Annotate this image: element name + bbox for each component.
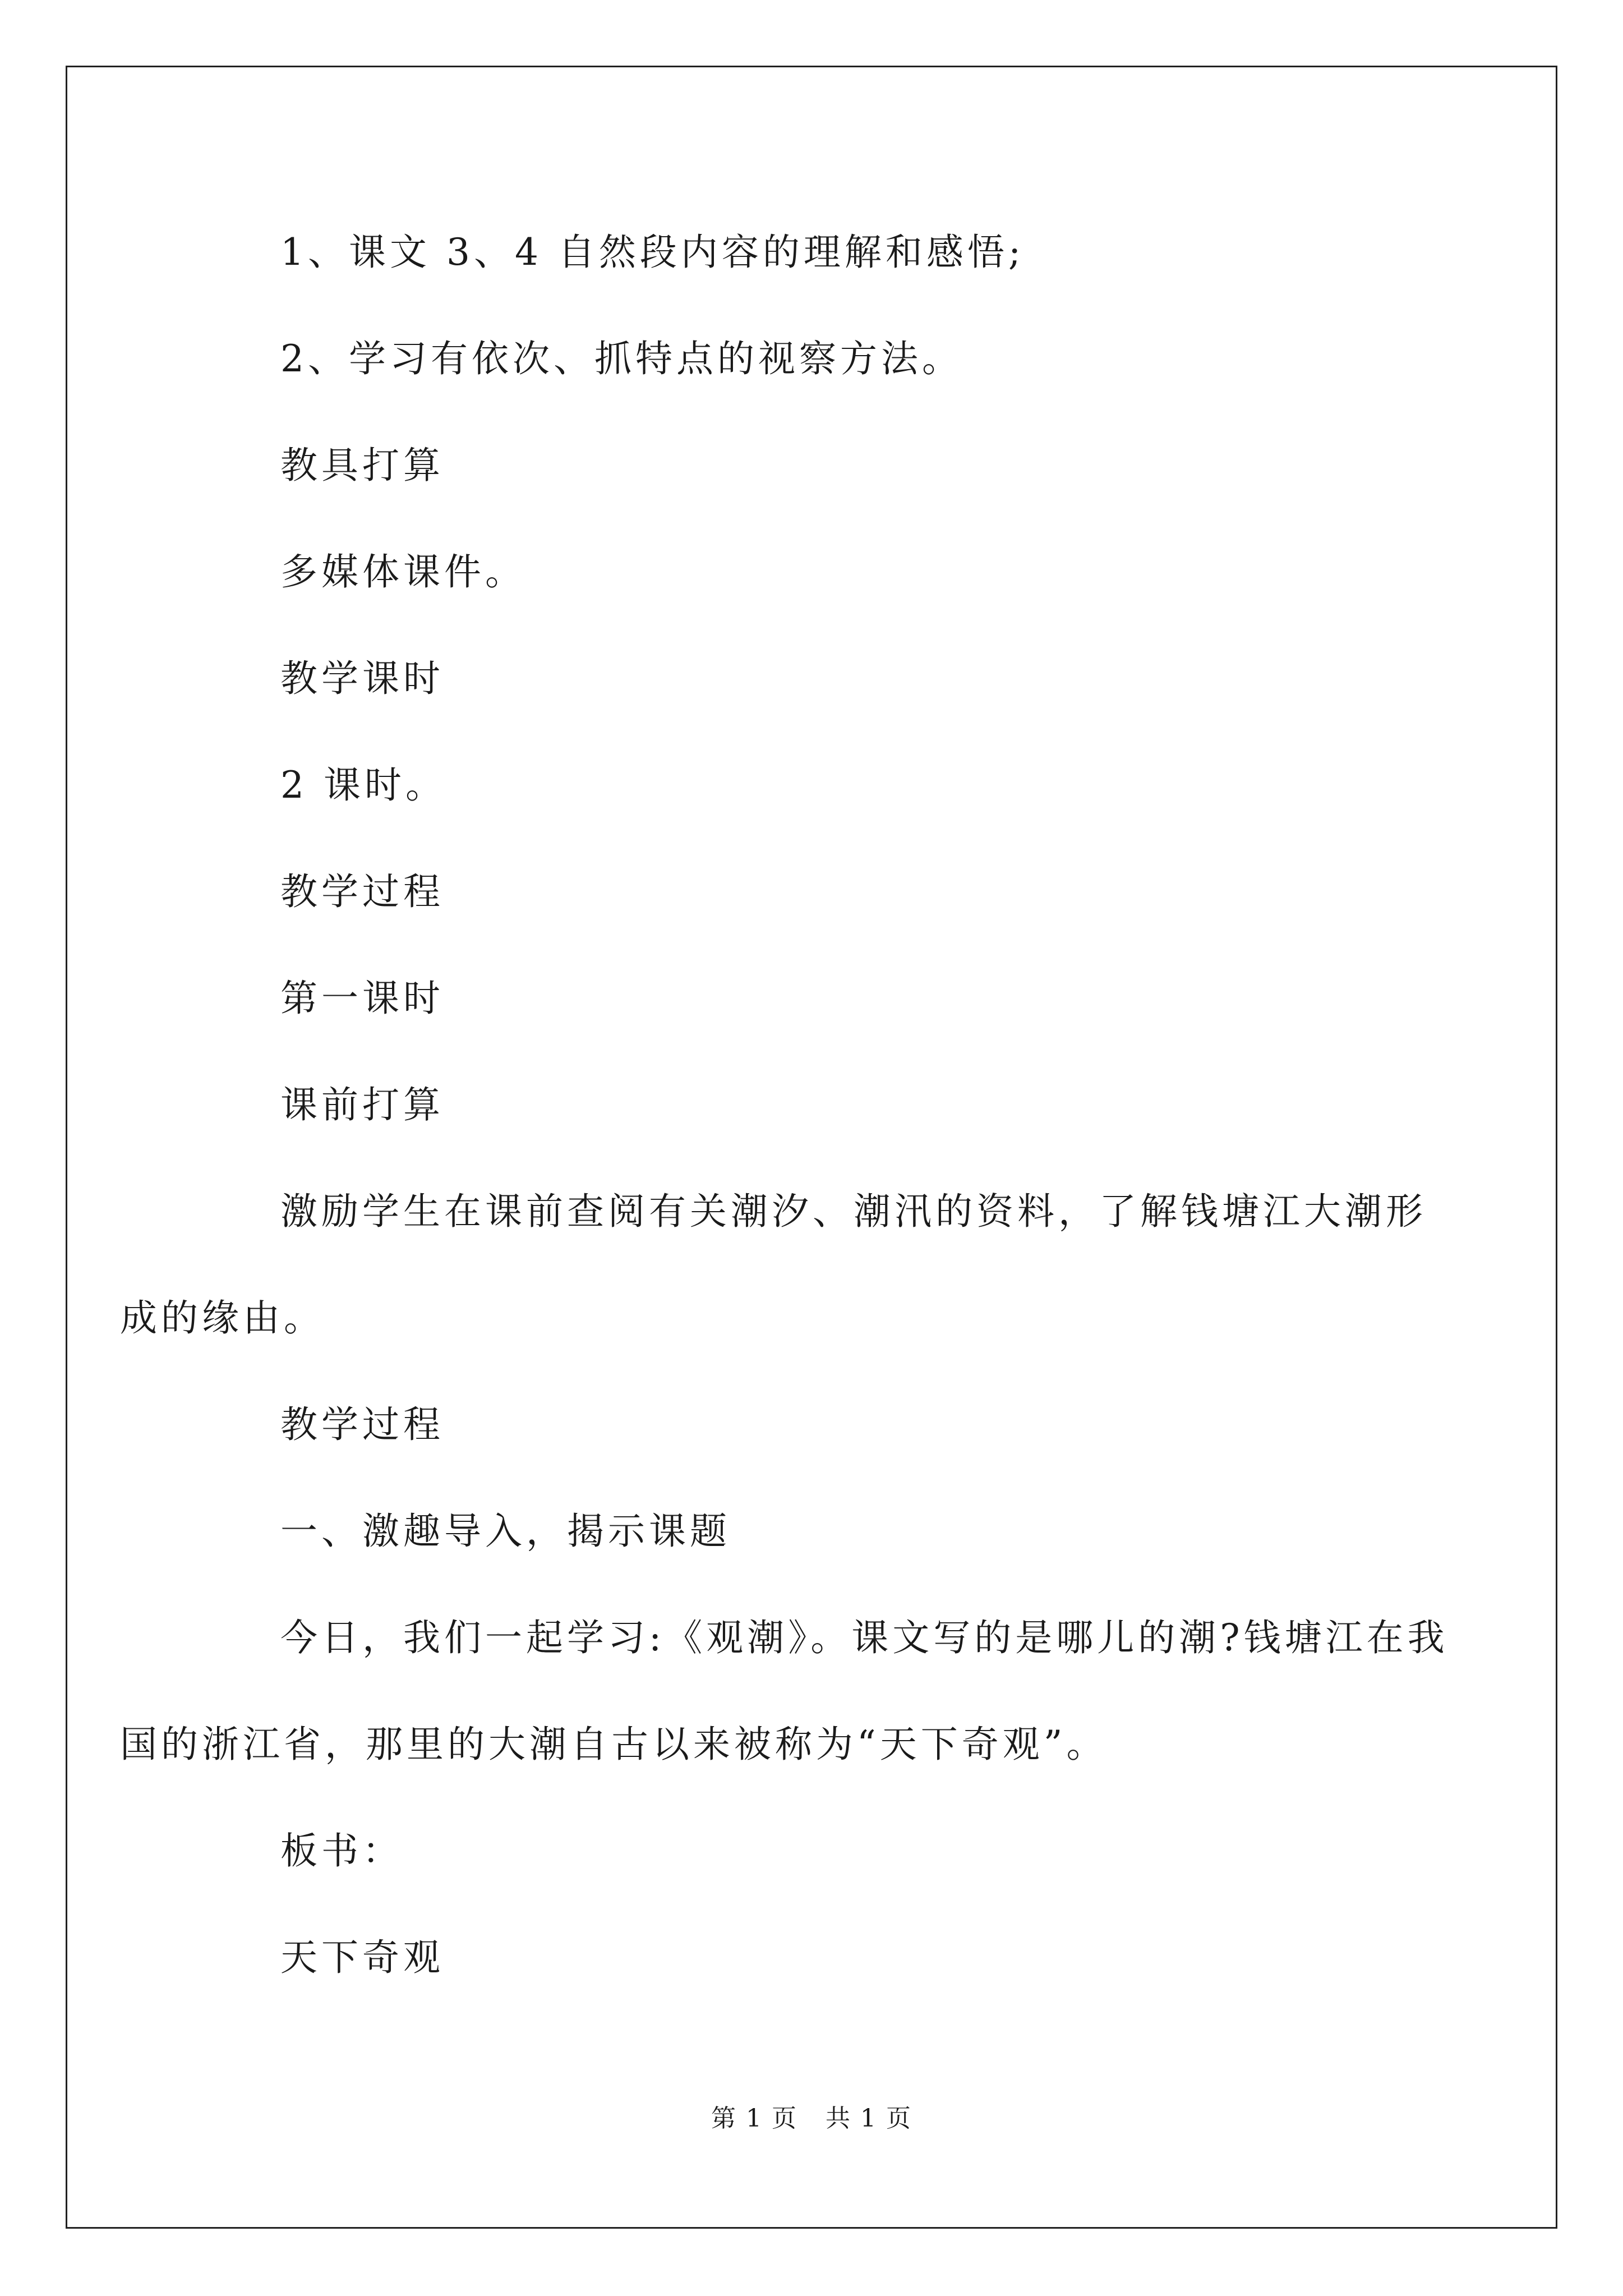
- text-line: 国的浙江省，那里的大潮自古以来被称为“天下奇观”。: [120, 1723, 1108, 1766]
- paragraph: [200, 732, 1434, 839]
- section-heading: [200, 412, 1434, 519]
- page-footer: [0, 2098, 1623, 2134]
- text-line: 教学课时: [280, 657, 444, 700]
- page-number: 第 1 页: [711, 2104, 797, 2133]
- text-line: 1、课文 3、4 自然段内容的理解和感悟;: [280, 231, 1025, 274]
- text-line: 天下奇观: [280, 1936, 444, 1979]
- text-line: 教学过程: [280, 1403, 444, 1446]
- section-heading: [200, 1372, 1434, 1478]
- text-line: 2 课时。: [280, 763, 446, 807]
- text-line: 2、学习有依次、抓特点的视察方法。: [280, 337, 963, 380]
- section-heading: [200, 839, 1434, 945]
- text-line: 第一课时: [280, 977, 444, 1020]
- page-total: 共 1 页: [826, 2104, 912, 2133]
- section-heading: [200, 945, 1434, 1052]
- section-heading: [200, 625, 1434, 732]
- paragraph: [120, 1158, 1434, 1372]
- text-line: 今日，我们一起学习:《观潮》。课文写的是哪儿的潮?钱塘江在我: [280, 1616, 1449, 1659]
- paragraph: [120, 1585, 1449, 1798]
- text-line: 课前打算: [280, 1083, 444, 1126]
- section-heading: [200, 1478, 1434, 1585]
- text-line: 激励学生在课前查阅有关潮汐、潮汛的资料，了解钱塘江大潮形: [280, 1190, 1427, 1233]
- paragraph: [200, 1904, 1434, 2011]
- paragraph: [200, 199, 1434, 306]
- text-line: 板书：: [280, 1829, 403, 1872]
- text-line: 成的缘由。: [120, 1296, 325, 1340]
- text-line: 教学过程: [280, 870, 444, 913]
- paragraph: [200, 519, 1434, 625]
- text-line: 多媒体课件。: [280, 550, 526, 593]
- paragraph: [200, 306, 1434, 412]
- text-line: 教具打算: [280, 444, 444, 487]
- text-line: 一、激趣导入，揭示课题: [280, 1510, 731, 1553]
- section-heading: [200, 1052, 1434, 1158]
- paragraph: [200, 1798, 1434, 1904]
